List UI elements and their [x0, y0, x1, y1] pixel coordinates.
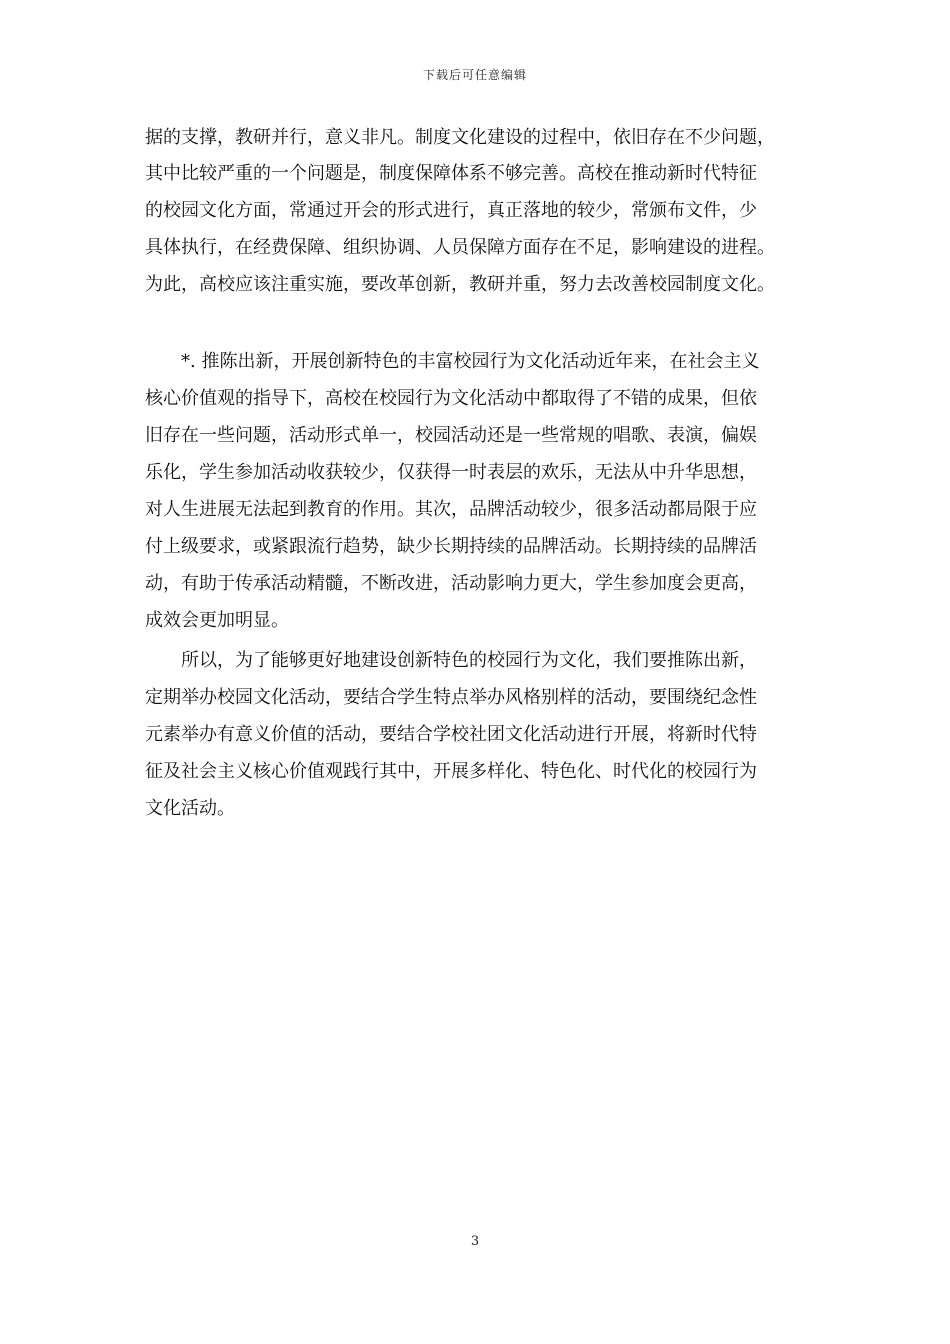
- text-line: 乐化，学生参加活动收获较少，仅获得一时表层的欢乐，无法从中升华思想，: [145, 462, 757, 483]
- text-line: 征及社会主义核心价值观践行其中，开展多样化、特色化、时代化的校园行为: [145, 761, 757, 782]
- page-header: 下载后可任意编辑: [422, 68, 527, 82]
- text-line: 据的支撑，教研并行，意义非凡。制度文化建设的过程中，依旧存在不少问题，: [145, 127, 775, 148]
- text-line: 所以，为了能够更好地建设创新特色的校园行为文化，我们要推陈出新，: [181, 650, 757, 671]
- text-line: 对人生进展无法起到教育的作用。其次，品牌活动较少，很多活动都局限于应: [145, 499, 757, 520]
- text-line: 元素举办有意义价值的活动，要结合学校社团文化活动进行开展，将新时代特: [145, 724, 757, 745]
- text-line: 定期举办校园文化活动，要结合学生特点举办风格别样的活动，要围绕纪念性: [145, 687, 757, 708]
- text-line: 核心价值观的指导下，高校在校园行为文化活动中都取得了不错的成果，但依: [145, 388, 757, 409]
- text-line: *. 推陈出新，开展创新特色的丰富校园行为文化活动近年来，在社会主义: [181, 351, 760, 372]
- text-line: 动，有助于传承活动精髓，不断改进，活动影响力更大，学生参加度会更高，: [145, 573, 757, 594]
- text-line: 旧存在一些问题，活动形式单一，校园活动还是一些常规的唱歌、表演，偏娱: [145, 425, 757, 446]
- text-line: 其中比较严重的一个问题是，制度保障体系不够完善。高校在推动新时代特征: [145, 163, 757, 184]
- text-line: 具体执行，在经费保障、组织协调、人员保障方面存在不足，影响建设的进程。: [145, 237, 775, 258]
- text-line: 成效会更加明显。: [145, 610, 289, 631]
- text-line: 文化活动。: [145, 798, 235, 819]
- text-line: 付上级要求，或紧跟流行趋势，缺少长期持续的品牌活动。长期持续的品牌活: [145, 536, 757, 557]
- text-line: 为此，高校应该注重实施，要改革创新，教研并重，努力去改善校园制度文化。: [145, 274, 775, 295]
- page-number: 3: [470, 1234, 480, 1249]
- text-line: 的校园文化方面，常通过开会的形式进行，真正落地的较少，常颁布文件，少: [145, 200, 757, 221]
